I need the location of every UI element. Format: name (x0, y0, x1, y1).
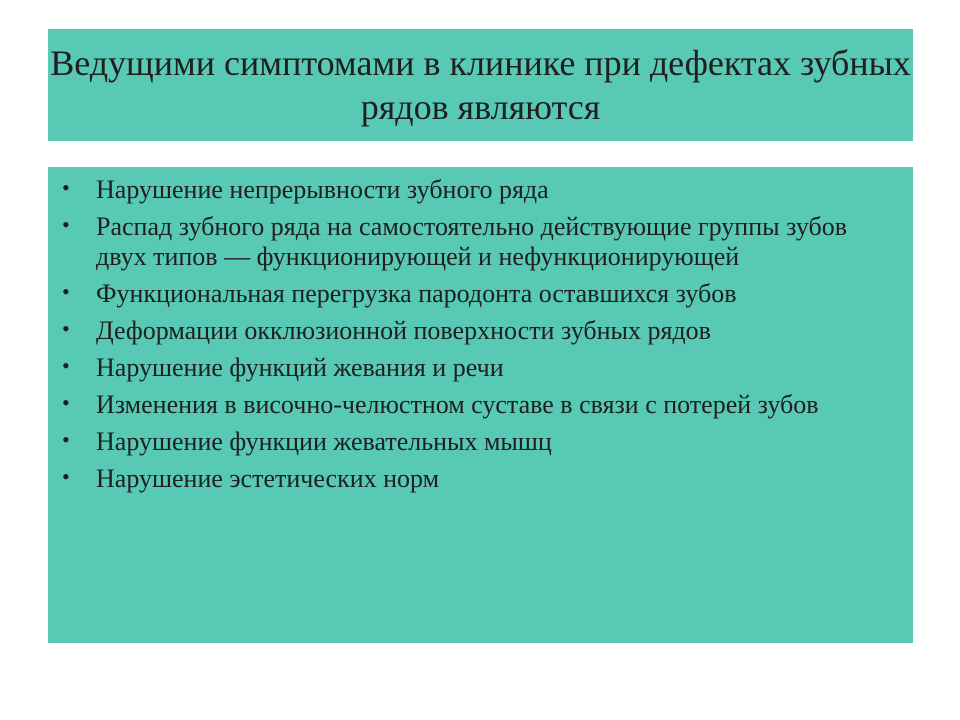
list-item (58, 464, 903, 494)
bullet-icon: • (62, 427, 70, 452)
bullet-icon: • (62, 390, 70, 415)
bullet-icon: • (62, 175, 70, 200)
list-item (58, 175, 903, 205)
slide-title: Ведущими симптомами в клинике при дефектах зубных рядов являются (50, 43, 911, 127)
list-item-text: Нарушение эстетических норм (96, 464, 440, 493)
list-item (58, 212, 903, 272)
list-item-text: Изменения в височно-челюстном суставе в связи с потерей зубов (96, 390, 819, 419)
bullet-icon: • (62, 353, 70, 378)
list-item-text: Нарушение функций жевания и речи (96, 353, 504, 382)
list-item (58, 316, 903, 346)
list-item-text: Распад зубного ряда на самостоятельно действующие группы зубов двух типов — функционирующей и нефункционирующей (96, 212, 847, 271)
content-panel (48, 167, 913, 643)
bullet-icon: • (62, 212, 70, 237)
bullet-icon: • (62, 279, 70, 304)
list-item-text: Деформации окклюзионной поверхности зубных рядов (96, 316, 711, 345)
title-panel (48, 29, 913, 141)
list-item (58, 353, 903, 383)
list-item (58, 279, 903, 309)
bullet-icon: • (62, 464, 70, 489)
list-item (58, 427, 903, 457)
list-item (58, 390, 903, 420)
bullet-icon: • (62, 316, 70, 341)
list-item-text: Функциональная перегрузка пародонта оставшихся зубов (96, 279, 737, 308)
list-item-text: Нарушение функции жевательных мышц (96, 427, 552, 456)
bullet-list (58, 175, 903, 494)
list-item-text: Нарушение непрерывности зубного ряда (96, 175, 549, 204)
